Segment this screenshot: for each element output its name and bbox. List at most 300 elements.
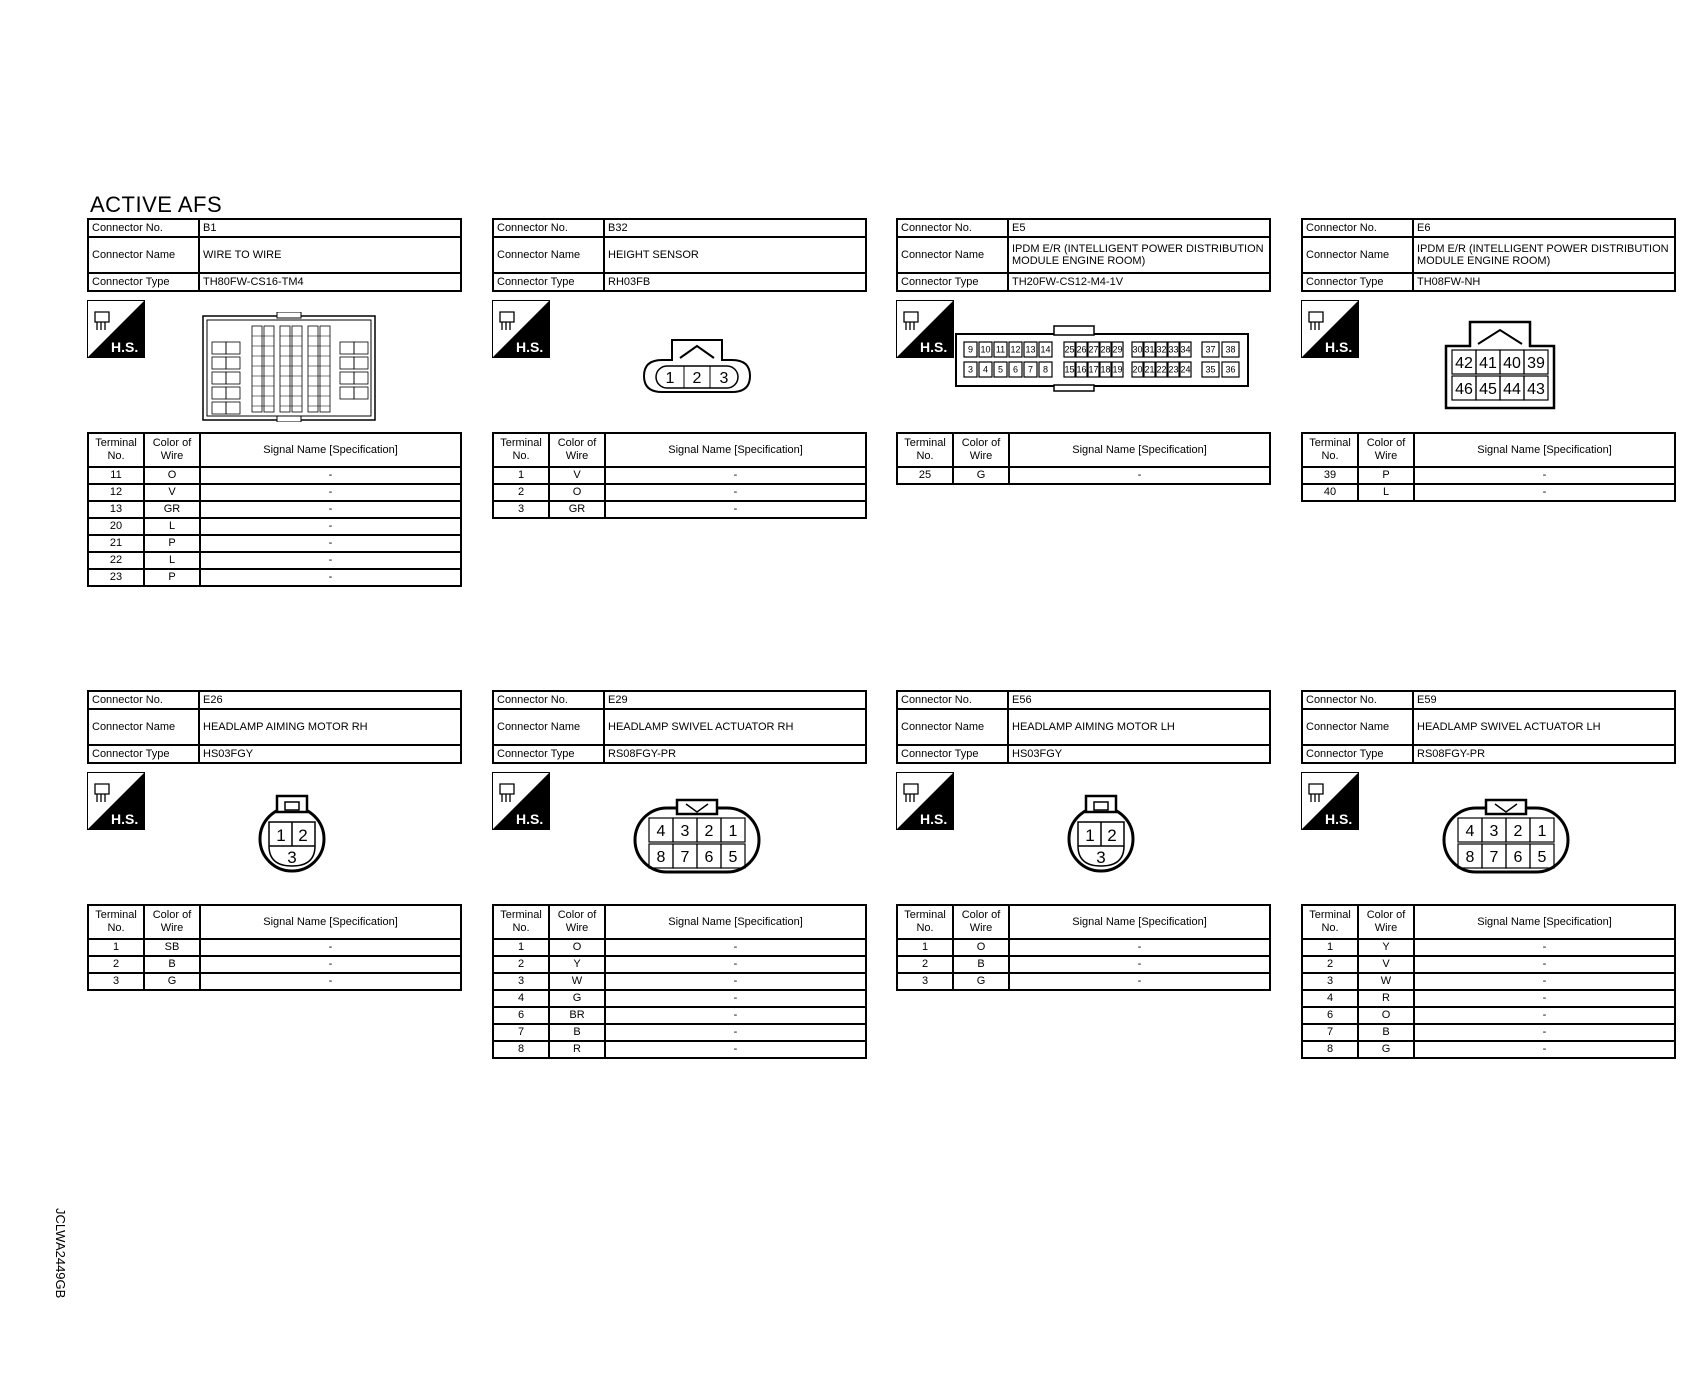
signal-name: - (1414, 990, 1675, 1007)
connector-header (492, 218, 867, 292)
wire-color: R (549, 1041, 605, 1058)
terminal-table (1301, 904, 1676, 1059)
connector-block-e5 (896, 218, 1271, 485)
pin-label: 16 (1076, 364, 1087, 375)
connector-block-e56 (896, 690, 1271, 991)
wire-color: GR (549, 501, 605, 518)
wire-color: Y (549, 956, 605, 973)
connector-name: HEADLAMP AIMING MOTOR RH (199, 709, 461, 745)
hs-label: H.S. (516, 811, 544, 827)
signal-name: - (605, 973, 866, 990)
hs-label: H.S. (1325, 339, 1353, 355)
connector-e5-face (954, 322, 1250, 392)
terminal-row (88, 467, 461, 484)
pin-label: 6 (1513, 848, 1523, 866)
connector-name: WIRE TO WIRE (199, 237, 461, 273)
signal-header: Signal Name [Specification] (200, 433, 461, 467)
pin-label: 44 (1503, 380, 1521, 398)
terminal-table (87, 904, 462, 991)
terminal-no: 6 (1302, 1007, 1358, 1024)
terminal-no: 13 (88, 501, 144, 518)
connector-no: E59 (1413, 691, 1675, 709)
signal-name: - (200, 973, 461, 990)
pin-label: 6 (1012, 364, 1019, 375)
connector-header (896, 690, 1271, 764)
wire-color: Y (1358, 939, 1414, 956)
pin-label: 9 (967, 344, 974, 355)
pin-label: 2 (704, 822, 714, 840)
pin-label: 1 (728, 822, 738, 840)
pin-label: 1 (665, 370, 675, 387)
connector-diagram (87, 764, 462, 904)
wire-color: G (549, 990, 605, 1007)
pin-label: 17 (1088, 364, 1099, 375)
connector-header (1301, 690, 1676, 764)
connector-name-label: Connector Name (1302, 237, 1413, 273)
pin-label: 5 (997, 364, 1004, 375)
pin-label: 3 (967, 364, 974, 375)
connector-name-label: Connector Name (897, 237, 1008, 273)
wire-color: G (953, 467, 1009, 484)
connector-no-label: Connector No. (1302, 219, 1413, 237)
terminal-row (1302, 990, 1675, 1007)
terminal-row (493, 467, 866, 484)
connector-name-label: Connector Name (1302, 709, 1413, 745)
connector-no: E6 (1413, 219, 1675, 237)
hs-label: H.S. (111, 811, 139, 827)
wire-color: G (1358, 1041, 1414, 1058)
signal-name: - (605, 939, 866, 956)
pin-label: 40 (1503, 354, 1521, 372)
harness-side-icon (1301, 772, 1359, 830)
connector-no-label: Connector No. (897, 219, 1008, 237)
connector-no: E26 (199, 691, 461, 709)
signal-name: - (1414, 939, 1675, 956)
terminal-no: 1 (493, 939, 549, 956)
connector-diagram (1301, 764, 1676, 904)
terminal-no: 3 (493, 973, 549, 990)
signal-header: Signal Name [Specification] (1414, 905, 1675, 939)
terminal-row (493, 990, 866, 1007)
terminal-row (1302, 1041, 1675, 1058)
terminal-no: 2 (88, 956, 144, 973)
terminal-row (897, 467, 1270, 484)
color-header: Color of Wire (953, 433, 1009, 467)
pin-label: 4 (1465, 822, 1475, 840)
terminal-no: 11 (88, 467, 144, 484)
pin-label: 2 (298, 826, 308, 845)
pin-label: 2 (1513, 822, 1523, 840)
wire-color: L (144, 518, 200, 535)
terminal-no-header: Terminal No. (1302, 905, 1358, 939)
connector-no-label: Connector No. (493, 691, 604, 709)
terminal-row (88, 501, 461, 518)
connector-name: IPDM E/R (INTELLIGENT POWER DISTRIBUTION MODULE ENGINE ROOM) (1008, 237, 1270, 273)
color-header: Color of Wire (1358, 905, 1414, 939)
terminal-row (897, 973, 1270, 990)
connector-no: E56 (1008, 691, 1270, 709)
terminal-row (493, 939, 866, 956)
connector-e56-face (1066, 794, 1136, 874)
terminal-no: 39 (1302, 467, 1358, 484)
wire-color: O (549, 484, 605, 501)
signal-name: - (200, 501, 461, 518)
terminal-no-header: Terminal No. (493, 905, 549, 939)
connector-block-e26 (87, 690, 462, 991)
terminal-no-header: Terminal No. (897, 905, 953, 939)
connector-name: HEADLAMP AIMING MOTOR LH (1008, 709, 1270, 745)
pin-label: 8 (1042, 364, 1049, 375)
pin-label: 36 (1225, 364, 1236, 375)
connector-block-e29 (492, 690, 867, 1059)
color-header: Color of Wire (1358, 433, 1414, 467)
terminal-no: 3 (88, 973, 144, 990)
pin-label: 1 (1537, 822, 1547, 840)
signal-name: - (1414, 956, 1675, 973)
terminal-no: 1 (897, 939, 953, 956)
terminal-no: 4 (1302, 990, 1358, 1007)
terminal-no: 23 (88, 569, 144, 586)
signal-name: - (200, 518, 461, 535)
pin-label: 1 (1085, 826, 1095, 845)
signal-header: Signal Name [Specification] (1414, 433, 1675, 467)
signal-name: - (605, 1007, 866, 1024)
harness-side-icon (492, 300, 550, 358)
connector-block-b1 (87, 218, 462, 587)
signal-name: - (605, 484, 866, 501)
signal-name: - (200, 956, 461, 973)
connector-type-label: Connector Type (897, 273, 1008, 291)
pin-label: 24 (1180, 364, 1191, 375)
pin-label: 28 (1100, 344, 1111, 355)
hs-label: H.S. (920, 339, 948, 355)
connector-b1-face (202, 312, 377, 422)
connector-type-label: Connector Type (493, 745, 604, 763)
terminal-table (492, 904, 867, 1059)
pin-label: 14 (1040, 344, 1051, 355)
color-header: Color of Wire (144, 433, 200, 467)
terminal-row (88, 518, 461, 535)
connector-no: E5 (1008, 219, 1270, 237)
pin-label: 33 (1168, 344, 1179, 355)
terminal-no: 3 (493, 501, 549, 518)
terminal-no-header: Terminal No. (88, 433, 144, 467)
pin-label: 3 (1096, 848, 1106, 867)
connector-e59-face (1441, 796, 1571, 876)
connector-name-label: Connector Name (88, 237, 199, 273)
wire-color: R (1358, 990, 1414, 1007)
signal-name: - (1009, 956, 1270, 973)
terminal-no: 20 (88, 518, 144, 535)
terminal-no-header: Terminal No. (88, 905, 144, 939)
color-header: Color of Wire (144, 905, 200, 939)
pin-label: 8 (1465, 848, 1475, 866)
connector-type-label: Connector Type (1302, 745, 1413, 763)
terminal-table (1301, 432, 1676, 502)
pin-label: 2 (1107, 826, 1117, 845)
pin-label: 5 (1537, 848, 1547, 866)
pin-label: 45 (1479, 380, 1497, 398)
terminal-no: 2 (897, 956, 953, 973)
connector-diagram (1301, 292, 1676, 432)
terminal-row (493, 1041, 866, 1058)
hs-label: H.S. (1325, 811, 1353, 827)
terminal-table (896, 904, 1271, 991)
connector-header (1301, 218, 1676, 292)
pin-label: 42 (1455, 354, 1473, 372)
connector-type-label: Connector Type (88, 273, 199, 291)
pin-label: 27 (1088, 344, 1099, 355)
signal-name: - (1009, 939, 1270, 956)
signal-name: - (1414, 467, 1675, 484)
signal-name: - (1414, 973, 1675, 990)
terminal-table (87, 432, 462, 587)
connector-diagram (492, 764, 867, 904)
wire-color: P (144, 569, 200, 586)
connector-block-e6 (1301, 218, 1676, 502)
pin-label: 8 (656, 848, 666, 866)
wire-color: GR (144, 501, 200, 518)
connector-name-label: Connector Name (493, 709, 604, 745)
terminal-row (1302, 956, 1675, 973)
connector-type-label: Connector Type (88, 745, 199, 763)
wire-color: SB (144, 939, 200, 956)
connector-type: RS08FGY-PR (1413, 745, 1675, 763)
wire-color: BR (549, 1007, 605, 1024)
connector-e6-face (1444, 320, 1556, 410)
pin-label: 37 (1205, 344, 1216, 355)
connector-header (87, 218, 462, 292)
signal-name: - (200, 569, 461, 586)
connector-no-label: Connector No. (897, 691, 1008, 709)
connector-e29-face (632, 796, 762, 876)
terminal-no: 6 (493, 1007, 549, 1024)
signal-header: Signal Name [Specification] (1009, 433, 1270, 467)
wire-color: V (549, 467, 605, 484)
terminal-no: 21 (88, 535, 144, 552)
signal-name: - (605, 501, 866, 518)
pin-label: 23 (1168, 364, 1179, 375)
connector-name: HEIGHT SENSOR (604, 237, 866, 273)
pin-label: 7 (1489, 848, 1499, 866)
connector-type: TH80FW-CS16-TM4 (199, 273, 461, 291)
hs-label: H.S. (516, 339, 544, 355)
terminal-row (88, 484, 461, 501)
terminal-row (897, 956, 1270, 973)
pin-label: 41 (1479, 354, 1497, 372)
connector-no: B32 (604, 219, 866, 237)
terminal-row (88, 956, 461, 973)
signal-name: - (200, 535, 461, 552)
signal-name: - (1009, 973, 1270, 990)
pin-label: 6 (704, 848, 714, 866)
pin-label: 38 (1225, 344, 1236, 355)
terminal-row (493, 1024, 866, 1041)
signal-name: - (1414, 1041, 1675, 1058)
connector-name-label: Connector Name (493, 237, 604, 273)
terminal-no: 25 (897, 467, 953, 484)
wire-color: L (144, 552, 200, 569)
wire-color: B (1358, 1024, 1414, 1041)
hs-label: H.S. (920, 811, 948, 827)
connector-name: IPDM E/R (INTELLIGENT POWER DISTRIBUTION MODULE ENGINE ROOM) (1413, 237, 1675, 273)
wire-color: B (549, 1024, 605, 1041)
signal-header: Signal Name [Specification] (1009, 905, 1270, 939)
connector-diagram (896, 292, 1271, 432)
pin-label: 5 (728, 848, 738, 866)
terminal-row (493, 973, 866, 990)
terminal-no-header: Terminal No. (493, 433, 549, 467)
terminal-row (1302, 484, 1675, 501)
connector-no-label: Connector No. (88, 219, 199, 237)
wire-color: G (144, 973, 200, 990)
terminal-no: 1 (1302, 939, 1358, 956)
terminal-no: 2 (493, 484, 549, 501)
wire-color: G (953, 973, 1009, 990)
signal-header: Signal Name [Specification] (200, 905, 461, 939)
harness-side-icon (1301, 300, 1359, 358)
drawing-code: JCLWA2449GB (53, 1208, 68, 1299)
terminal-row (1302, 973, 1675, 990)
pin-label: 18 (1100, 364, 1111, 375)
connector-name-label: Connector Name (897, 709, 1008, 745)
signal-name: - (200, 552, 461, 569)
connector-name: HEADLAMP SWIVEL ACTUATOR LH (1413, 709, 1675, 745)
terminal-no: 12 (88, 484, 144, 501)
pin-label: 4 (982, 364, 989, 375)
signal-name: - (605, 956, 866, 973)
pin-label: 22 (1156, 364, 1167, 375)
terminal-row (1302, 467, 1675, 484)
terminal-row (1302, 1007, 1675, 1024)
signal-name: - (1414, 1024, 1675, 1041)
pin-label: 7 (1027, 364, 1034, 375)
terminal-no: 1 (493, 467, 549, 484)
terminal-row (88, 939, 461, 956)
wire-color: W (549, 973, 605, 990)
wire-color: O (549, 939, 605, 956)
signal-name: - (605, 1024, 866, 1041)
connector-no-label: Connector No. (1302, 691, 1413, 709)
connector-name-label: Connector Name (88, 709, 199, 745)
pin-label: 3 (680, 822, 690, 840)
signal-name: - (1009, 467, 1270, 484)
connector-diagram (896, 764, 1271, 904)
pin-label: 34 (1180, 344, 1191, 355)
wire-color: O (953, 939, 1009, 956)
connector-block-b32 (492, 218, 867, 519)
pin-label: 12 (1010, 344, 1021, 355)
pin-label: 11 (995, 344, 1006, 355)
wire-color: P (144, 535, 200, 552)
terminal-row (1302, 939, 1675, 956)
terminal-row (493, 956, 866, 973)
harness-side-icon (492, 772, 550, 830)
terminal-row (493, 501, 866, 518)
connector-type-label: Connector Type (897, 745, 1008, 763)
terminal-row (897, 939, 1270, 956)
signal-header: Signal Name [Specification] (605, 433, 866, 467)
terminal-no: 7 (1302, 1024, 1358, 1041)
connector-type: TH20FW-CS12-M4-1V (1008, 273, 1270, 291)
connector-name: HEADLAMP SWIVEL ACTUATOR RH (604, 709, 866, 745)
terminal-no-header: Terminal No. (897, 433, 953, 467)
pin-label: 10 (980, 344, 991, 355)
terminal-no: 3 (897, 973, 953, 990)
terminal-no: 22 (88, 552, 144, 569)
connector-type: HS03FGY (199, 745, 461, 763)
wire-color: L (1358, 484, 1414, 501)
signal-name: - (1414, 484, 1675, 501)
pin-label: 30 (1132, 344, 1143, 355)
connector-no-label: Connector No. (493, 219, 604, 237)
connector-header (492, 690, 867, 764)
terminal-no: 7 (493, 1024, 549, 1041)
signal-header: Signal Name [Specification] (605, 905, 866, 939)
terminal-no: 3 (1302, 973, 1358, 990)
terminal-no: 1 (88, 939, 144, 956)
signal-name: - (200, 484, 461, 501)
connector-type: RH03FB (604, 273, 866, 291)
connector-diagram (492, 292, 867, 432)
connector-no-label: Connector No. (88, 691, 199, 709)
terminal-no: 8 (1302, 1041, 1358, 1058)
pin-label: 4 (656, 822, 666, 840)
connector-no: B1 (199, 219, 461, 237)
terminal-no-header: Terminal No. (1302, 433, 1358, 467)
terminal-row (88, 973, 461, 990)
pin-label: 29 (1112, 344, 1123, 355)
connector-type: HS03FGY (1008, 745, 1270, 763)
pin-label: 25 (1064, 344, 1075, 355)
wire-color: O (1358, 1007, 1414, 1024)
page-title: ACTIVE AFS (90, 192, 223, 217)
terminal-no: 4 (493, 990, 549, 1007)
connector-type: TH08FW-NH (1413, 273, 1675, 291)
connector-type-label: Connector Type (493, 273, 604, 291)
connector-e26-face (257, 794, 327, 874)
pin-label: 21 (1144, 364, 1155, 375)
terminal-row (1302, 1024, 1675, 1041)
signal-name: - (200, 467, 461, 484)
signal-name: - (605, 990, 866, 1007)
terminal-table (492, 432, 867, 519)
connector-b32-face (642, 332, 752, 402)
pin-label: 7 (680, 848, 690, 866)
signal-name: - (605, 1041, 866, 1058)
harness-side-icon (896, 772, 954, 830)
wire-color: V (144, 484, 200, 501)
pin-label: 3 (287, 848, 297, 867)
pin-label: 3 (1489, 822, 1499, 840)
color-header: Color of Wire (549, 433, 605, 467)
color-header: Color of Wire (549, 905, 605, 939)
harness-side-icon (87, 772, 145, 830)
wire-color: V (1358, 956, 1414, 973)
connector-no: E29 (604, 691, 866, 709)
terminal-no: 40 (1302, 484, 1358, 501)
pin-label: 20 (1132, 364, 1143, 375)
pin-label: 3 (719, 370, 729, 387)
pin-label: 46 (1455, 380, 1473, 398)
color-header: Color of Wire (953, 905, 1009, 939)
signal-name: - (1414, 1007, 1675, 1024)
harness-side-icon (87, 300, 145, 358)
pin-label: 39 (1527, 354, 1545, 372)
pin-label: 32 (1156, 344, 1167, 355)
connector-block-e59 (1301, 690, 1676, 1059)
pin-label: 15 (1064, 364, 1075, 375)
